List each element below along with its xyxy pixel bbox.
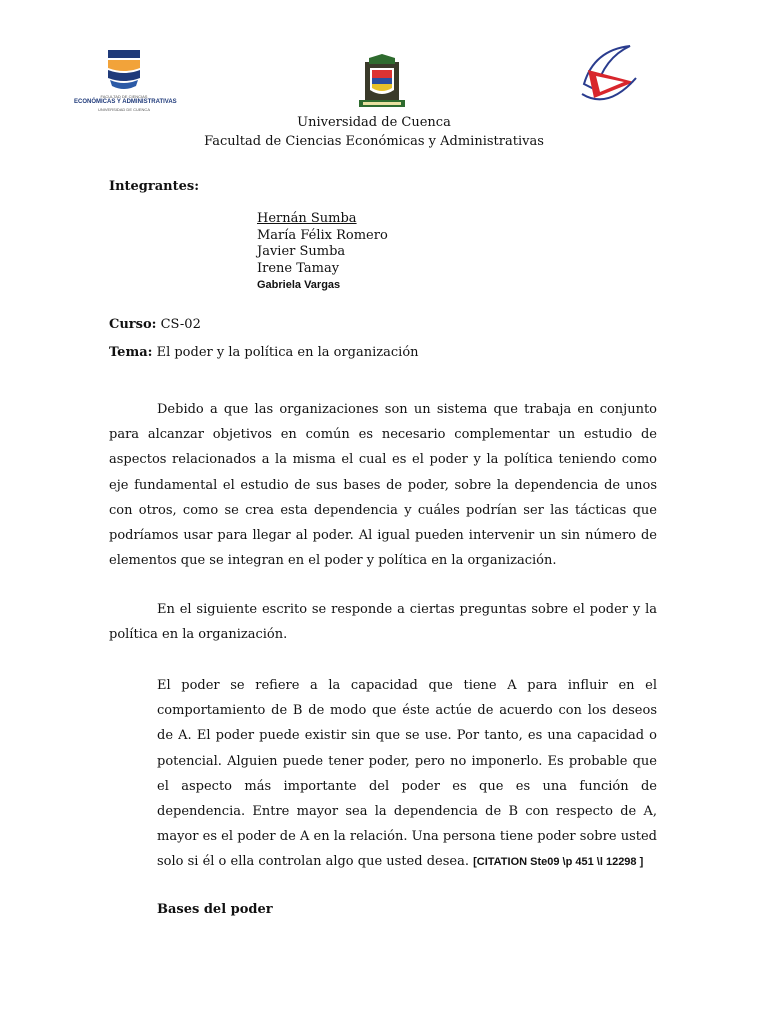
quote-text: El poder se refiere a la capacidad que tiene A para influir en el comportamiento de B de modo que éste actúe de acuerdo con los deseos de A. El poder puede existir sin que se use. Por tanto, es una capacidad o potencial. Alguien puede tener poder, pero no imponerlo. Es probable que el aspecto más importante del poder es que es una función de dependencia. Entre mayor sea la dependencia de B con respecto de A, mayor es el poder de A en la relación. Una persona tiene poder sobre usted solo si él o ella controlan algo que usted desea.	[157, 678, 657, 870]
tema-value: El poder y la política en la organización	[156, 345, 419, 360]
faculty-name: Facultad de Ciencias Económicas y Administrativas	[204, 134, 544, 149]
member-item: Javier Sumba	[257, 244, 346, 259]
swoosh-logo	[574, 40, 644, 110]
curso-line	[109, 317, 201, 332]
curso-label: Curso:	[109, 317, 157, 332]
faculty-logo-small-top: FACULTAD DE CIENCIAS	[100, 94, 148, 99]
intro-paragraph: Debido a que las organizaciones son un sistema que trabaja en conjunto para alcanzar objetivos en común es necesario complementar un estudio de aspectos relacionados a la misma el cual es el poder y la política teniendo como eje fundamental el estudio de sus bases de poder, sobre la dependencia de unos con otros, como se crea esta dependencia y cuáles podrían ser las tácticas que podríamos usar para llegar al poder. Al igual pueden intervenir un sin número de elementos que se integran en el poder y política en la organización.	[109, 402, 657, 569]
university-crest	[357, 54, 407, 110]
integrantes-label: Integrantes:	[109, 179, 200, 194]
section-heading: Bases del poder	[157, 902, 273, 917]
citation-field: [CITATION Ste09 \p 451 \l 12298 ]	[473, 856, 644, 869]
second-paragraph: En el siguiente escrito se responde a ciertas preguntas sobre el poder y la política en la organización.	[109, 602, 657, 643]
quote-paragraph	[157, 673, 657, 876]
member-item: Hernán Sumba	[257, 211, 357, 226]
faculty-logo	[74, 46, 177, 112]
tema-line	[109, 345, 419, 360]
faculty-shield-icon	[74, 46, 174, 94]
faculty-logo-name: ECONÓMICAS Y ADMINISTRATIVAS	[74, 99, 177, 105]
triangular-swoosh-logo-icon	[574, 40, 644, 110]
member-item: Irene Tamay	[257, 260, 340, 276]
tema-label: Tema:	[109, 345, 153, 360]
university-coat-of-arms-icon	[357, 54, 407, 110]
member-item: Gabriela Vargas	[257, 279, 341, 291]
curso-value: CS-02	[160, 317, 201, 332]
members-list	[257, 211, 388, 294]
faculty-logo-small-bottom: UNIVERSIDAD DE CUENCA	[97, 107, 150, 112]
university-name: Universidad de Cuenca	[297, 115, 451, 130]
member-item: María Félix Romero	[257, 227, 388, 243]
